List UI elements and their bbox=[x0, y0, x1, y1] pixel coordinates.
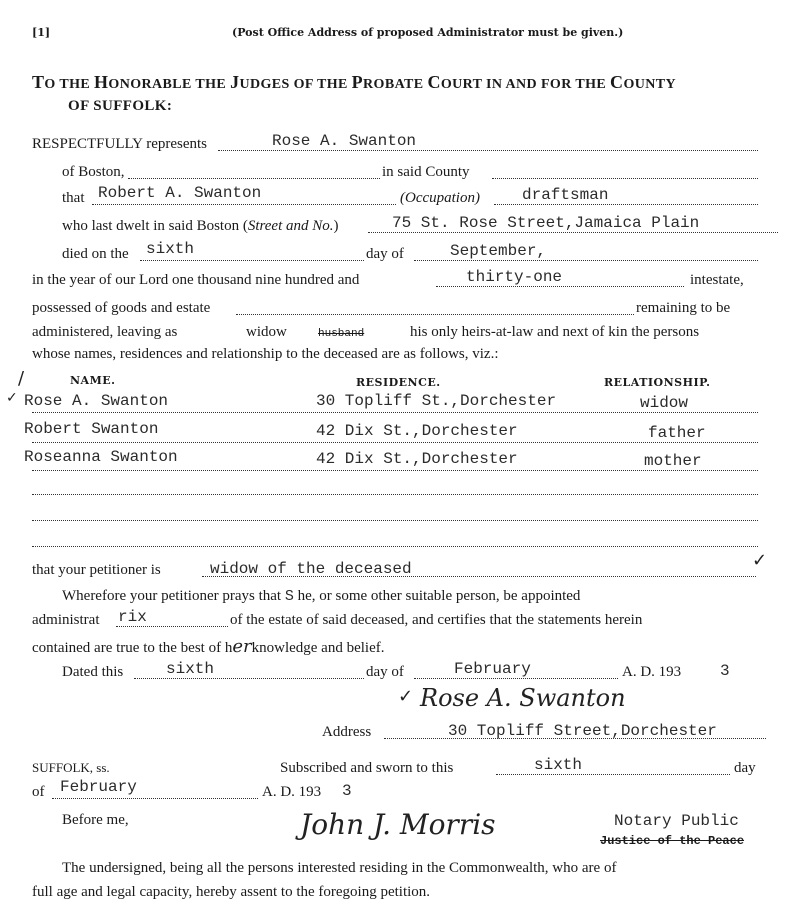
subscribed-label: Subscribed and sworn to this bbox=[280, 760, 454, 776]
possessed-label: possessed of goods and estate bbox=[32, 300, 211, 316]
possessed-line bbox=[236, 314, 634, 315]
table-row-name-1: Rose A. Swanton bbox=[24, 392, 169, 410]
table-line-4 bbox=[32, 494, 758, 495]
died-day-line bbox=[140, 260, 364, 261]
estate-text: of the estate of said deceased, and certifies that the statements herein bbox=[230, 612, 643, 628]
court-title-line1: TO THE HONORABLE THE JUDGES OF THE PROBATE COURT IN AND FOR THE COUNTY bbox=[32, 72, 676, 92]
table-line-2 bbox=[32, 442, 758, 443]
heirs-text: his only heirs-at-law and next of kin the persons bbox=[410, 324, 700, 340]
dwelt-label: who last dwelt in said Boston (Street and No.) bbox=[62, 218, 339, 234]
street-value: 75 St. Rose Street,Jamaica Plain bbox=[392, 214, 700, 232]
jurat-of-label: of bbox=[32, 784, 45, 800]
dated-month-line bbox=[414, 678, 618, 679]
assent-line2: full age and legal capacity, hereby assent to the foregoing petition. bbox=[32, 884, 431, 900]
table-line-5 bbox=[32, 520, 758, 521]
jurat-year-digit: 3 bbox=[342, 782, 352, 800]
died-month-line bbox=[414, 260, 758, 261]
address-label: Address bbox=[322, 724, 372, 740]
jurat-month: February bbox=[60, 778, 137, 796]
justice-struck: Justice of the Peace bbox=[600, 834, 745, 848]
husband-struck: husband bbox=[318, 328, 365, 340]
year-label: in the year of our Lord one thousand nine hundred and bbox=[32, 272, 360, 288]
occupation-line bbox=[494, 204, 758, 205]
header-residence: RESIDENCE. bbox=[356, 376, 441, 389]
jurat-month-line bbox=[52, 798, 258, 799]
row-check-mark: ✓ bbox=[6, 390, 18, 406]
administrat-label: administrat bbox=[32, 612, 100, 628]
table-row-residence-1: 30 Topliff St.,Dorchester bbox=[316, 392, 557, 410]
address-value: 30 Topliff Street,Dorchester bbox=[448, 722, 717, 740]
court-title-line2: OF SUFFOLK: bbox=[68, 98, 173, 114]
administered-label: administered, leaving as bbox=[32, 324, 178, 340]
dated-ad: A. D. 193 bbox=[622, 664, 682, 680]
county-line bbox=[492, 178, 758, 179]
of-line bbox=[128, 178, 380, 179]
jurat-day-label: day bbox=[734, 760, 756, 776]
wherefore-label: Wherefore your petitioner prays that S he, or some other suitable person, be appointed bbox=[62, 588, 581, 605]
slash-mark: / bbox=[18, 368, 25, 389]
table-row-relationship-3: mother bbox=[644, 452, 702, 470]
petitioner-line bbox=[218, 150, 758, 151]
dated-year-digit: 3 bbox=[720, 662, 730, 680]
dated-month: February bbox=[454, 660, 531, 678]
deceased-name: Robert A. Swanton bbox=[98, 184, 262, 202]
that-label: that bbox=[62, 190, 85, 206]
petitioner-name: Rose A. Swanton bbox=[272, 132, 417, 150]
year-line bbox=[436, 286, 684, 287]
header-name: NAME. bbox=[70, 374, 116, 387]
notary-title: Notary Public bbox=[614, 812, 739, 830]
day-of-label: day of bbox=[366, 246, 404, 262]
county-label: SUFFOLK, ss. bbox=[32, 760, 110, 775]
administrat-line bbox=[116, 626, 228, 627]
dated-day-of: day of bbox=[366, 664, 404, 680]
check-mark-status: ✓ bbox=[752, 550, 768, 571]
jurat-day-line bbox=[496, 774, 730, 775]
form-number: [1] bbox=[32, 26, 51, 39]
jurat-ad: A. D. 193 bbox=[262, 784, 322, 800]
died-day: sixth bbox=[146, 240, 195, 258]
died-month: September, bbox=[450, 242, 547, 260]
dated-day: sixth bbox=[166, 660, 215, 678]
check-mark-signature: ✓ bbox=[398, 686, 414, 707]
petitioner-signature: Rose A. Swanton bbox=[420, 684, 626, 712]
table-row-name-3: Roseanna Swanton bbox=[24, 448, 178, 466]
table-line-3 bbox=[32, 470, 758, 471]
jurat-day: sixth bbox=[534, 756, 583, 774]
whose-text: whose names, residences and relationship to the deceased are as follows, viz.: bbox=[32, 346, 499, 362]
occupation-label: (Occupation) bbox=[400, 190, 480, 206]
table-row-residence-2: 42 Dix St.,Dorchester bbox=[316, 422, 518, 440]
table-row-name-2: Robert Swanton bbox=[24, 420, 159, 438]
intestate-label: intestate, bbox=[690, 272, 744, 288]
header-note: (Post Office Address of proposed Administrator must be given.) bbox=[232, 26, 624, 39]
of-boston-label: of Boston, bbox=[62, 164, 125, 180]
table-row-relationship-1: widow bbox=[640, 394, 689, 412]
notary-signature: John J. Morris bbox=[300, 808, 496, 841]
table-line-1 bbox=[32, 412, 758, 413]
died-label: died on the bbox=[62, 246, 129, 262]
table-row-relationship-2: father bbox=[648, 424, 706, 442]
dated-label: Dated this bbox=[62, 664, 124, 680]
remaining-label: remaining to be bbox=[636, 300, 731, 316]
header-relationship: RELATIONSHIP. bbox=[604, 376, 711, 389]
petitioner-status: widow of the deceased bbox=[210, 560, 412, 578]
table-line-6 bbox=[32, 546, 758, 547]
contained-text: contained are true to the best of herknowledge and belief. bbox=[32, 636, 385, 657]
in-county-label: in said County bbox=[382, 164, 470, 180]
table-row-residence-3: 42 Dix St.,Dorchester bbox=[316, 450, 518, 468]
respectfully-label: RESPECTFULLY represents bbox=[32, 136, 208, 152]
occupation-value: draftsman bbox=[522, 186, 609, 204]
petitioner-is-label: that your petitioner is bbox=[32, 562, 161, 578]
year-words: thirty-one bbox=[466, 268, 563, 286]
widow-word: widow bbox=[246, 324, 287, 340]
before-me-label: Before me, bbox=[62, 812, 129, 828]
assent-line1: The undersigned, being all the persons interested residing in the Commonwealth, who are of bbox=[62, 860, 617, 876]
administrat-suffix: rix bbox=[118, 608, 147, 626]
street-line bbox=[368, 232, 778, 233]
deceased-line bbox=[92, 204, 396, 205]
dated-day-line bbox=[134, 678, 364, 679]
